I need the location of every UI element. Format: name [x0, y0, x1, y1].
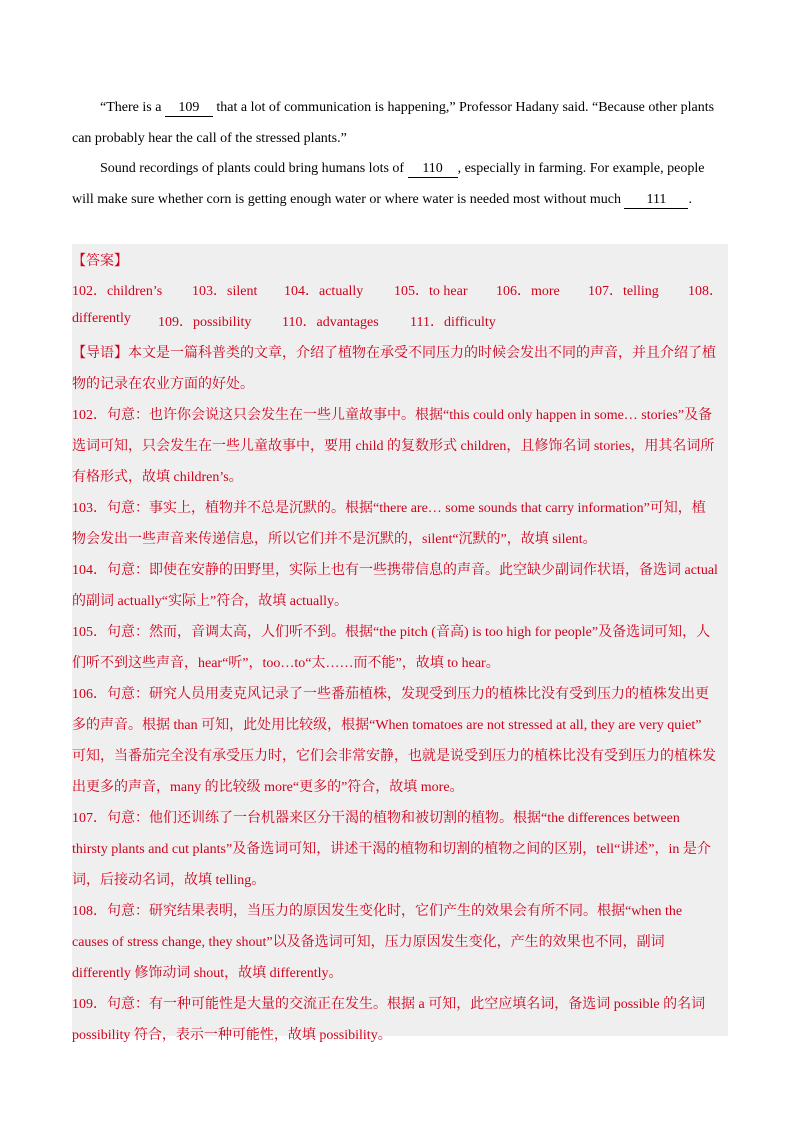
answer-item: 109．possibility — [158, 315, 252, 330]
passage-text: Sound recordings of plants could bring humans lots of — [100, 161, 408, 176]
answer-item: 107．telling — [588, 284, 659, 299]
explanation-line: causes of stress change, they shout”以及备选词可知，压力原因发生变化，产生的效果也不同，副词 — [72, 935, 665, 950]
blank-111: 111 — [624, 193, 688, 209]
answer-section — [72, 244, 728, 1043]
answer-item: 105．to hear — [394, 284, 468, 299]
answer-item: 106．more — [496, 284, 560, 299]
explanation-line: possibility 符合，表示一种可能性，故填 possibility。 — [72, 1028, 392, 1043]
explanation-line: 106．句意：研究人员用麦克风记录了一些番茄植株，发现受到压力的植株比没有受到压力的植株发出更 — [72, 687, 709, 702]
passage-line-4 — [72, 192, 692, 209]
explanation-line: 们听不到这些声音，hear“听”，too…to“太……而不能”，故填 to hear。 — [72, 656, 500, 671]
blank-109: 109 — [165, 101, 213, 117]
explanation-line: 【导语】本文是一篇科普类的文章，介绍了植物在承受不同压力的时候会发出不同的声音，并且介绍了植 — [72, 346, 716, 361]
explanation-line: thirsty plants and cut plants”及备选词可知，讲述干渴的植物和切割的植物之间的区别，tell“讲述”，in 是介 — [72, 842, 711, 857]
answer-item: 102．children’s — [72, 284, 163, 299]
answer-item: 104．actually — [284, 284, 364, 299]
answer-row-2 — [72, 311, 728, 329]
passage-text: “There is a — [100, 100, 165, 115]
explanation-line: 可知，当番茄完全没有承受压力时，它们会非常安静，也就是说受到压力的植株比没有受到压力的植株发 — [72, 749, 716, 764]
explanation-line: 出更多的声音，many 的比较级 more“更多的”符合，故填 more。 — [72, 780, 464, 795]
passage-text: , especially in farming. For example, people — [457, 161, 705, 176]
explanation-line: 物的记录在农业方面的好处。 — [72, 377, 254, 392]
explanation-line: 109．句意：有一种可能性是大量的交流正在发生。根据 a 可知，此空应填名词，备选词 possible 的名词 — [72, 997, 706, 1012]
passage-line-2 — [72, 131, 347, 147]
answer-item: 110．advantages — [282, 315, 379, 330]
answer-heading: 【答案】 — [72, 254, 128, 269]
explanation-line: 105．句意：然而，音调太高，人们听不到。根据“the pitch (音高) is too high for people”及备选词可知，人 — [72, 625, 711, 640]
passage-line-3 — [100, 161, 704, 178]
passage-text: will make sure whether corn is getting enough water or where water is needed most without much — [72, 192, 625, 207]
explanation-line: 多的声音。根据 than 可知，此处用比较级，根据“When tomatoes are not stressed at all, they are very quiet” — [72, 718, 702, 733]
answer-item: 103．silent — [192, 284, 258, 299]
passage-line-1 — [100, 100, 714, 117]
explanation-line: 选词可知，只会发生在一些儿童故事中，要用 child 的复数形式 children，且修饰名词 stories，用其名词所 — [72, 439, 715, 454]
explanation-line: differently 修饰动词 shout，故填 differently。 — [72, 966, 343, 981]
answer-item: differently — [72, 311, 131, 326]
explanation-line: 的副词 actually“实际上”符合，故填 actually。 — [72, 594, 349, 609]
explanation-line: 104．句意：即使在安静的田野里，实际上也有一些携带信息的声音。此空缺少副词作状语，备选词 actual — [72, 563, 718, 578]
explanation-line: 103．句意：事实上，植物并不总是沉默的。根据“there are… some sounds that carry information”可知，植 — [72, 501, 706, 516]
explanation-line: 有格形式，故填 children’s。 — [72, 470, 243, 485]
explanation-line: 107．句意：他们还训练了一台机器来区分干渴的植物和被切割的植物。根据“the differences between — [72, 811, 680, 826]
answer-item: 108． — [688, 284, 723, 299]
passage-text: that a lot of communication is happening,” Professor Hadany said. “Because other plants — [212, 100, 715, 115]
passage-text: . — [688, 192, 692, 207]
explanation-line: 102．句意：也许你会说这只会发生在一些儿童故事中。根据“this could only happen in some… stories”及备 — [72, 408, 713, 423]
explanation-line: 物会发出一些声音来传递信息，所以它们并不是沉默的，silent“沉默的”，故填 silent。 — [72, 532, 597, 547]
explanation-line: 108．句意：研究结果表明，当压力的原因发生变化时，它们产生的效果会有所不同。根据“when the — [72, 904, 683, 919]
passage-text: can probably hear the call of the stressed plants.” — [72, 131, 347, 146]
explanation-line: 词，后接动名词，故填 telling。 — [72, 873, 266, 888]
blank-110: 110 — [408, 162, 458, 178]
answer-item: 111．difficulty — [410, 315, 496, 330]
answer-row-1 — [72, 280, 728, 298]
